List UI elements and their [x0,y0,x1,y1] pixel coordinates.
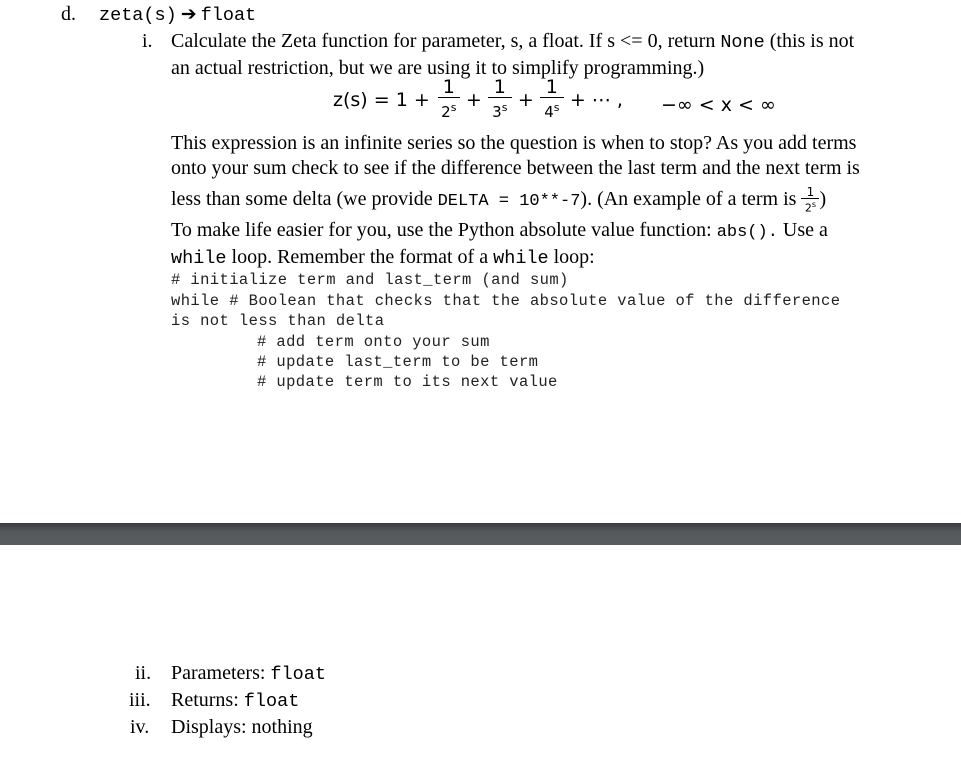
item-ii-label: ii. [135,662,152,684]
formula-tail: + ⋯ , [569,88,623,111]
fraction-2-den: 3 [492,103,502,121]
para-line-2: onto your sum check to see if the difference between the last term and the next term is [171,157,860,179]
formula-range: −∞ < x < ∞ [661,94,776,116]
fraction-2-num: 1 [493,76,506,98]
item-ii-code: float [270,664,326,685]
code-line-6: # update term to its next value [257,373,558,391]
arrow-icon: ➔ [180,3,197,25]
para-line-5 [171,246,595,270]
item-i-line1-text-end: (this is not [764,30,855,52]
plus-2: + [517,88,534,111]
return-type: float [200,5,257,26]
item-iv-label: iv. [130,716,150,738]
page-divider [0,523,961,545]
code-line-2: while # Boolean that checks that the absolute value of the difference [171,292,841,310]
fraction-3-den: 4 [544,103,554,121]
term-example-fraction [801,186,819,215]
function-name: zeta(s) [99,5,177,26]
para-line-3-text: less than some delta (we provide [171,187,438,210]
term-example-exp: s [811,200,817,209]
para-line-3 [171,186,826,215]
item-iv-text: Displays: nothing [171,716,313,738]
fraction-3-num: 1 [545,76,558,98]
abs-code: abs(). [716,223,778,242]
item-iii-text: Returns: [171,689,244,711]
while-code-2: while [493,248,549,269]
plus-1: + [465,88,482,111]
question-label: d. [61,3,76,25]
item-ii-text: Parameters: [171,662,271,684]
term-example-den: 2 [804,201,812,215]
fraction-1-num: 1 [442,76,455,98]
none-code: None [720,32,765,53]
fraction-3-exp: s [553,101,560,114]
para-line-4-text: To make life easier for you, use the Python absolute value function: [171,219,717,241]
para-line-5-text: loop. Remember the format of a [226,246,494,268]
code-line-3: is not less than delta [171,312,385,330]
fraction-1 [438,78,460,121]
delta-code: DELTA = 10**-7 [437,191,581,211]
zeta-formula [333,78,623,128]
para-line-5-text-end: loop: [548,246,595,268]
item-iii-label: iii. [129,689,151,711]
para-line-4-text-b: Use a [777,219,828,241]
item-i-line2: an actual restriction, but we are using it to simplify programming.) [171,57,705,79]
fraction-2-exp: s [501,101,508,114]
fraction-1-den: 2 [441,103,451,121]
item-ii [171,662,326,686]
fraction-2 [488,78,512,121]
code-line-4: # add term onto your sum [257,333,490,351]
para-line-3-text-b: ). (An example of a term is [580,187,802,210]
para-line-3-close: ) [819,187,827,210]
fraction-1-exp: s [450,101,457,114]
item-i-line1 [171,30,854,54]
code-line-5: # update last_term to be term [257,353,539,371]
term-example-num: 1 [806,185,815,199]
code-line-1: # initialize term and last_term (and sum) [171,271,569,289]
formula-lhs: z(s) = 1 + [333,88,430,111]
fraction-3 [540,78,564,121]
para-line-1: This expression is an infinite series so the question is when to stop? As you add terms [171,132,857,154]
para-line-4 [171,219,828,244]
function-signature [99,3,256,25]
item-iii-code: float [243,691,300,712]
while-code-1: while [171,248,227,269]
item-iii [171,689,299,713]
item-i-line1-text: Calculate the Zeta function for parameter, s, a float. If s <= 0, return [171,30,721,52]
item-i-label: i. [142,30,153,52]
